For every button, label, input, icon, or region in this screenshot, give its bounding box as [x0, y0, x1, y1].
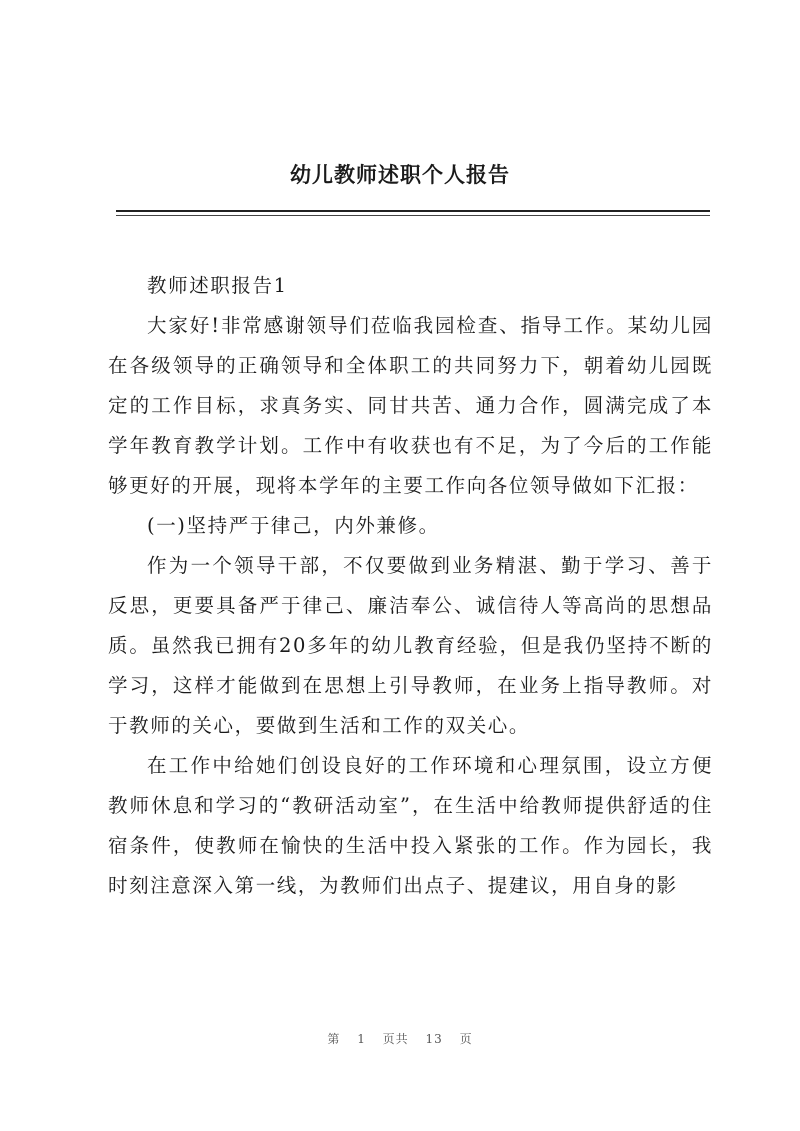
- paragraph: 在工作中给她们创设良好的工作环境和心理氛围，设立方便教师休息和学习的“教研活动室”，在生活中给教师提供舒适的住宿条件，使教师在愉快的生活中投入紧张的工作。作为园长，我时刻注意深入第一线，为教师们出点子、提建议，用自身的影: [108, 754, 713, 897]
- section-heading: 教师述职报告1: [147, 274, 288, 297]
- paragraph: 大家好!非常感谢领导们莅临我园检查、指导工作。某幼儿园在各级领导的正确领导和全体职工的共同努力下，朝着幼儿园既定的工作目标，求真务实、同甘共苦、通力合作，圆满完成了本学年教育教学计划。工作中有收获也有不足，为了今后的工作能够更好的开展，现将本学年的主要工作向各位领导做如下汇报：: [108, 314, 713, 497]
- title-divider-thin: [116, 215, 710, 216]
- page-title: 幼儿教师述职个人报告: [290, 162, 510, 187]
- title-divider: [116, 210, 710, 212]
- footer-page-total: 13: [425, 1032, 443, 1046]
- footer-page-prefix: 第: [327, 1032, 341, 1046]
- paragraph: 作为一个领导干部，不仅要做到业务精湛、勤于学习、善于反思，更要具备严于律己、廉洁奉公、诚信待人等高尚的思想品质。虽然我已拥有20多年的幼儿教育经验，但是我仍坚持不断的学习，这样才能做到在思想上引导教师，在业务上指导教师。对于教师的关心，要做到生活和工作的双关心。: [108, 554, 713, 737]
- page-footer: [0, 1030, 800, 1047]
- footer-page-middle: 页共: [382, 1032, 409, 1046]
- footer-page-suffix: 页: [459, 1032, 473, 1046]
- subsection-heading: (一)坚持严于律己，内外兼修。: [147, 514, 440, 537]
- footer-page-number: 1: [357, 1032, 366, 1046]
- document-body: [108, 266, 713, 906]
